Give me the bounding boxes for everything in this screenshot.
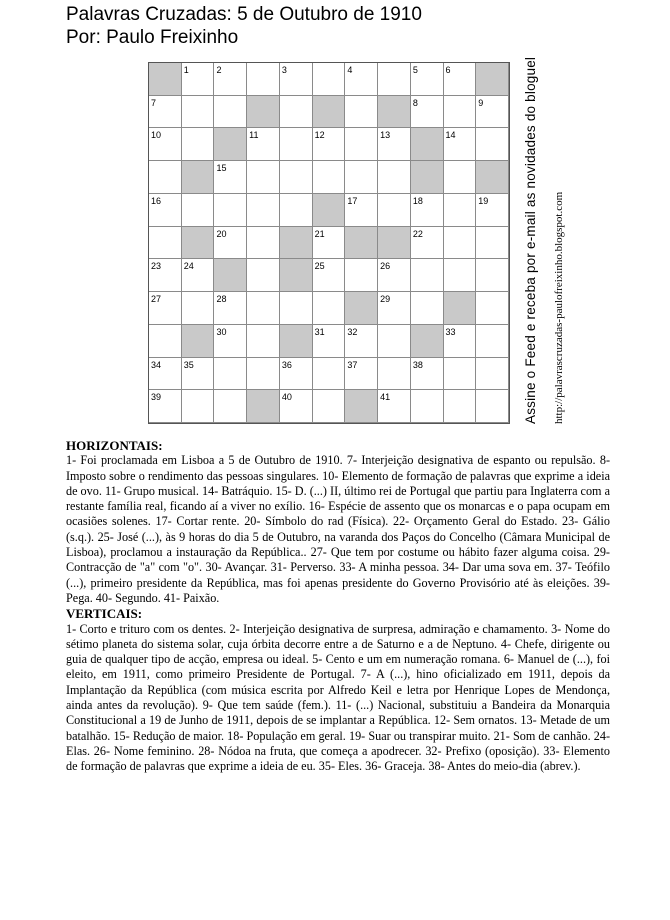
grid-cell[interactable]: [313, 390, 346, 423]
grid-cell[interactable]: [214, 194, 247, 227]
black-cell: [149, 63, 182, 96]
grid-cell[interactable]: [182, 259, 215, 292]
black-cell: [280, 325, 313, 358]
black-cell: [476, 63, 509, 96]
puzzle-author: Por: Paulo Freixinho: [66, 27, 239, 48]
grid-cell[interactable]: [444, 325, 477, 358]
grid-cell[interactable]: [378, 161, 411, 194]
puzzle-title: Palavras Cruzadas: 5 de Outubro de 1910: [66, 4, 422, 25]
grid-cell[interactable]: [280, 390, 313, 423]
grid-cell[interactable]: [345, 358, 378, 391]
clue-number: 27: [151, 294, 162, 305]
black-cell: [444, 292, 477, 325]
grid-cell[interactable]: [280, 63, 313, 96]
grid-cell[interactable]: [476, 358, 509, 391]
grid-cell[interactable]: [247, 358, 280, 391]
grid-cell[interactable]: [444, 96, 477, 129]
grid-cell[interactable]: [182, 194, 215, 227]
down-heading: VERTICAIS:: [66, 606, 143, 622]
grid-cell[interactable]: [411, 292, 444, 325]
grid-cell[interactable]: [247, 325, 280, 358]
black-cell: [214, 259, 247, 292]
clue-number: 16: [151, 195, 162, 206]
grid-cell[interactable]: [247, 161, 280, 194]
grid-cell[interactable]: [182, 63, 215, 96]
clue-number: 22: [412, 228, 423, 239]
grid-cell[interactable]: [182, 292, 215, 325]
black-cell: [411, 161, 444, 194]
grid-cell[interactable]: [214, 96, 247, 129]
grid-cell[interactable]: [247, 63, 280, 96]
grid-cell[interactable]: [214, 63, 247, 96]
grid-cell[interactable]: [345, 96, 378, 129]
grid-cell[interactable]: [214, 358, 247, 391]
grid-cell[interactable]: [149, 161, 182, 194]
grid-cell[interactable]: [313, 292, 346, 325]
grid-cell[interactable]: [149, 194, 182, 227]
black-cell: [280, 227, 313, 260]
black-cell: [345, 227, 378, 260]
grid-cell[interactable]: [280, 358, 313, 391]
grid-cell[interactable]: [378, 128, 411, 161]
grid-cell[interactable]: [378, 292, 411, 325]
grid-cell[interactable]: [247, 227, 280, 260]
clue-number: 31: [314, 326, 325, 337]
grid-cell[interactable]: [411, 63, 444, 96]
clue-number: 10: [151, 130, 162, 141]
black-cell: [378, 96, 411, 129]
clues-section: [66, 438, 610, 775]
black-cell: [214, 128, 247, 161]
black-cell: [247, 96, 280, 129]
clue-number: 11: [249, 130, 259, 141]
grid-cell[interactable]: [345, 63, 378, 96]
grid-cell[interactable]: [247, 194, 280, 227]
grid-cell[interactable]: [444, 161, 477, 194]
clue-number: 4: [347, 65, 353, 75]
grid-cell[interactable]: [182, 358, 215, 391]
clue-number: 12: [314, 130, 325, 141]
across-clues: 1- Foi proclamada em Lisboa a 5 de Outubro de 1910. 7- Interjeição designativa de espanto ou repulsão. 8- Imposto sobre o rendimento das pessoas singulares. 10- Elemento de formação de palavras que exprime a ideia de ovo. 11- Grupo musical. 14- Batráquio. 15- D. (...) II, último rei de Portugal que partiu para Inglaterra com a restante família real, ficando aí a viver no exílio. 16- Espécie de assento que os monarcas e o papa ocupam em ocasiões solenes. 17- Cortar rente. 20- Símbolo do rad (Física). 22- Orçamento Geral do Estado. 23- Gálio (s.q.). 25- José (...), às 9 horas do dia 5 de Outubro, na varanda dos Paços do Concelho (Câmara Municipal de Lisboa), proclamou a instauração da República.. 27- Que tem por costume ou hábito fazer alguma coisa. 29- Contracção de "a" com "o". 30- Avançar. 31- Perverso. 33- A minha pessoa. 34- Dar uma sova em. 37- Teófilo (...), primeiro presidente da República, mas foi apenas presidente do Governo Provisório até às eleições. 39- Pega. 40- Segundo. 41- Paixão.: [66, 453, 610, 605]
black-cell: [476, 161, 509, 194]
grid-cell[interactable]: [444, 227, 477, 260]
grid-cell[interactable]: [214, 161, 247, 194]
clue-number: 8: [412, 97, 418, 108]
grid-cell[interactable]: [444, 194, 477, 227]
black-cell: [411, 325, 444, 358]
black-cell: [345, 390, 378, 423]
clue-number: 14: [445, 130, 456, 141]
grid-cell[interactable]: [411, 259, 444, 292]
grid-cell[interactable]: [182, 128, 215, 161]
blog-url: http://palavrascruzadas-paulofreixinho.blogspot.com: [553, 191, 565, 424]
black-cell: [182, 227, 215, 260]
grid-cell[interactable]: [444, 358, 477, 391]
grid-cell[interactable]: [476, 128, 509, 161]
grid-cell[interactable]: [444, 259, 477, 292]
clue-number: 40: [281, 392, 292, 403]
grid-cell[interactable]: [378, 390, 411, 423]
crossword-grid: [148, 62, 510, 424]
grid-cell[interactable]: [214, 390, 247, 423]
clue-number: 34: [151, 359, 162, 370]
grid-cell[interactable]: [149, 227, 182, 260]
grid-cell[interactable]: [214, 227, 247, 260]
grid-cell[interactable]: [280, 161, 313, 194]
clue-number: 18: [412, 195, 423, 206]
clue-number: 30: [216, 326, 227, 337]
grid-cell[interactable]: [345, 161, 378, 194]
clue-number: 2: [216, 65, 222, 75]
grid-cell[interactable]: [280, 292, 313, 325]
clue-number: 33: [445, 326, 456, 337]
grid-cell[interactable]: [214, 292, 247, 325]
grid-cell[interactable]: [345, 259, 378, 292]
grid-cell[interactable]: [378, 194, 411, 227]
grid-cell[interactable]: [313, 259, 346, 292]
grid-cell[interactable]: [313, 358, 346, 391]
clue-number: 7: [151, 97, 157, 108]
grid-cell[interactable]: [411, 227, 444, 260]
grid-cell[interactable]: [313, 325, 346, 358]
across-heading: HORIZONTAIS:: [66, 438, 163, 453]
black-cell: [378, 227, 411, 260]
grid-cell[interactable]: [247, 259, 280, 292]
clue-number: 17: [347, 195, 358, 206]
clue-number: 29: [380, 294, 391, 305]
grid-cell[interactable]: [247, 128, 280, 161]
grid-cell[interactable]: [378, 63, 411, 96]
grid-cell[interactable]: [149, 128, 182, 161]
clue-number: 36: [281, 359, 292, 370]
grid-cell[interactable]: [476, 194, 509, 227]
black-cell: [182, 325, 215, 358]
clue-number: 9: [478, 97, 484, 108]
grid-cell[interactable]: [149, 325, 182, 358]
grid-cell[interactable]: [444, 390, 477, 423]
clue-number: 20: [216, 228, 227, 239]
grid-cell[interactable]: [247, 292, 280, 325]
grid-cell[interactable]: [345, 194, 378, 227]
black-cell: [313, 194, 346, 227]
grid-cell[interactable]: [214, 325, 247, 358]
clue-number: 5: [412, 65, 418, 75]
clue-number: 25: [314, 261, 325, 272]
clue-number: 41: [380, 392, 391, 403]
grid-cell[interactable]: [378, 325, 411, 358]
grid-cell[interactable]: [182, 390, 215, 423]
black-cell: [411, 128, 444, 161]
grid-cell[interactable]: [476, 96, 509, 129]
grid-cell[interactable]: [280, 128, 313, 161]
clue-number: 13: [380, 130, 391, 141]
grid-cell[interactable]: [313, 128, 346, 161]
black-cell: [345, 292, 378, 325]
black-cell: [182, 161, 215, 194]
down-clues: 1- Corto e trituro com os dentes. 2- Interjeição designativa de surpresa, admiração e chamamento. 3- Nome do sétimo planeta do sistema solar, cuja órbita decorre entre a de Saturno e a de Neptuno. 4- Chefe, dirigente ou guia de qualquer tipo de acção, empresa ou ideal. 5- Cento e um em numeração romana. 6- Manuel de (...), foi eleito, em 1911, como primeiro Presidente de Portugal. 7- A (...), hino oficializado em 1911, depois da Implantação da República (com música escrita por Alfredo Keil e letra por Henrique Lopes de Mendonça, ainda antes da revolução). 9- Que tem saúde (fem.). 11- (...) Nacional, substituiu a Bandeira da Monarquia Constitucional a 19 de Junho de 1911, depois de se implantar a República. 12- Sem ornatos. 13- Metade de um batalhão. 15- Redução de maior. 18- População em geral. 19- Suar ou transpirar muito. 21- Som de canhão. 24- Elas. 26- Nome feminino. 28- Nódoa na fruta, que começa a apodrecer. 32- Prefixo (oposição). 33- Elemento de formação de palavras que exprime a ideia de eu. 35- Eles. 36- Graceja. 38- Antes do meio-dia (abrev.).: [66, 621, 610, 774]
clue-number: 24: [183, 261, 194, 272]
grid-cell[interactable]: [149, 358, 182, 391]
clue-number: 19: [478, 195, 489, 206]
grid-cell[interactable]: [149, 292, 182, 325]
clue-number: 38: [412, 359, 423, 370]
grid-cell[interactable]: [444, 128, 477, 161]
black-cell: [247, 390, 280, 423]
grid-cell[interactable]: [149, 96, 182, 129]
grid-cell[interactable]: [313, 63, 346, 96]
grid-cell[interactable]: [345, 128, 378, 161]
clue-number: 26: [380, 261, 391, 272]
grid-cell[interactable]: [378, 259, 411, 292]
grid-cell[interactable]: [149, 259, 182, 292]
clue-number: 6: [445, 65, 451, 75]
clue-number: 37: [347, 359, 358, 370]
clue-number: 39: [151, 392, 162, 403]
grid-cell[interactable]: [411, 194, 444, 227]
black-cell: [280, 259, 313, 292]
grid-cell[interactable]: [149, 390, 182, 423]
grid-cell[interactable]: [476, 325, 509, 358]
grid-cell[interactable]: [411, 96, 444, 129]
clue-number: 3: [281, 65, 287, 75]
grid-cell[interactable]: [411, 358, 444, 391]
grid-cell[interactable]: [444, 63, 477, 96]
clue-number: 32: [347, 326, 358, 337]
clue-number: 35: [183, 359, 194, 370]
grid-cell[interactable]: [182, 96, 215, 129]
grid-cell[interactable]: [476, 227, 509, 260]
clue-number: 28: [216, 294, 227, 305]
grid-cell[interactable]: [345, 325, 378, 358]
grid-cell[interactable]: [411, 390, 444, 423]
black-cell: [313, 96, 346, 129]
grid-cell[interactable]: [280, 96, 313, 129]
grid-cell[interactable]: [378, 358, 411, 391]
grid-cell[interactable]: [313, 227, 346, 260]
clue-number: 23: [151, 261, 162, 272]
clue-number: 1: [183, 65, 189, 75]
grid-cell[interactable]: [280, 194, 313, 227]
subscribe-note: Assine o Feed e receba por e-mail as novidades do bloguel: [523, 56, 538, 424]
grid-cell[interactable]: [476, 259, 509, 292]
grid-cell[interactable]: [313, 161, 346, 194]
clue-number: 21: [314, 228, 325, 239]
grid-cell[interactable]: [476, 390, 509, 423]
grid-cell[interactable]: [476, 292, 509, 325]
clue-number: 15: [216, 163, 227, 174]
